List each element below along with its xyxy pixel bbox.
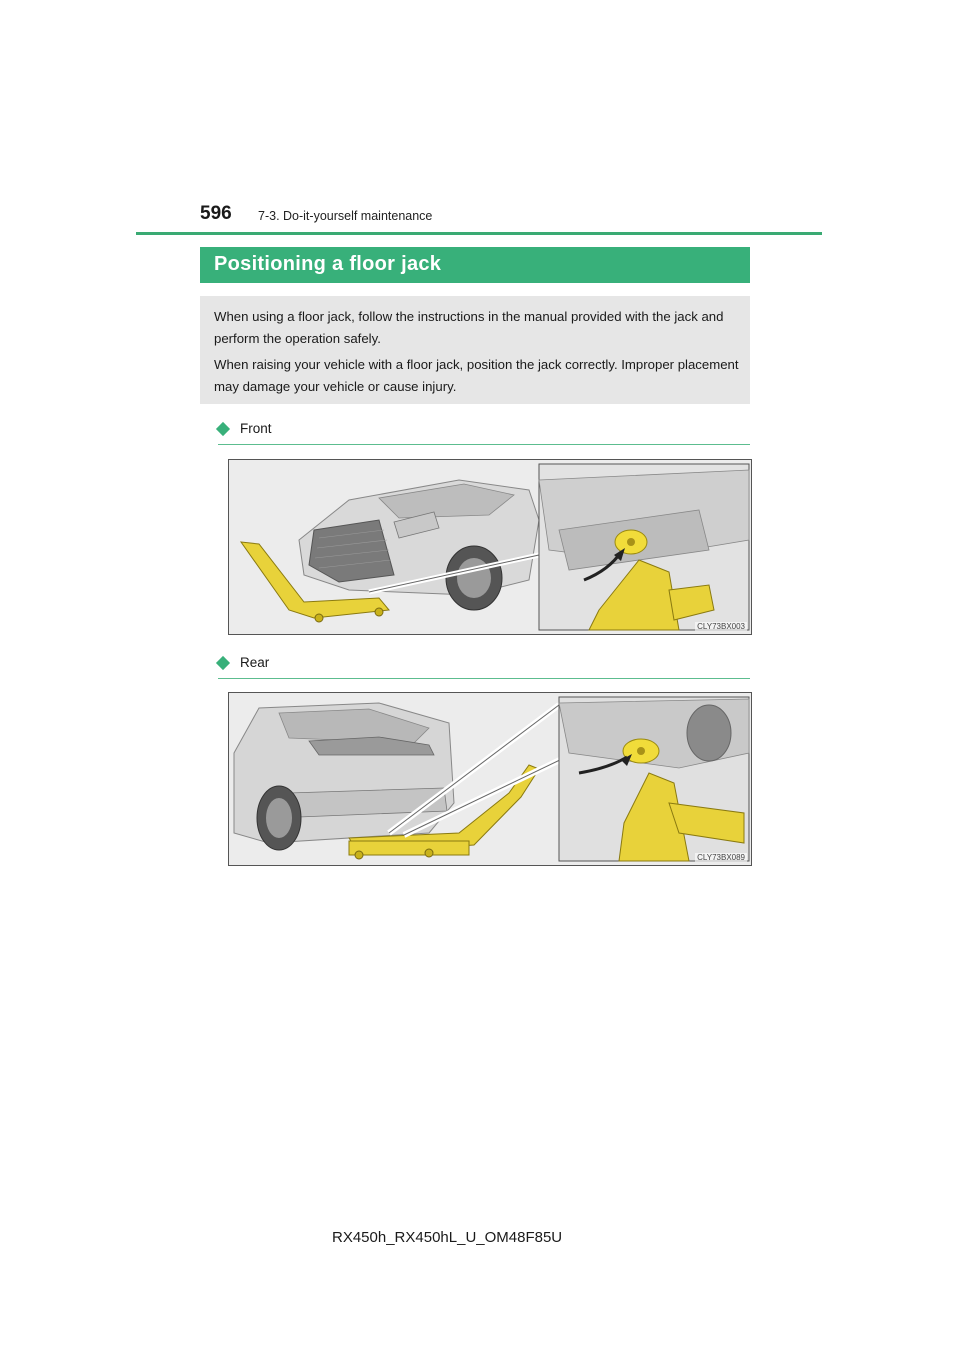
title-bar	[200, 247, 750, 283]
figure-code: CLY73BX003	[697, 622, 745, 631]
page-title: Positioning a floor jack	[214, 253, 442, 275]
page-number: 596	[200, 203, 232, 224]
diamond-bullet-icon	[216, 656, 230, 670]
subheading-label: Rear	[240, 655, 270, 670]
subheading-rule	[218, 678, 750, 679]
footer-model-code: RX450h_RX450hL_U_OM48F85U	[332, 1229, 563, 1246]
intro-paragraph: When using a floor jack, follow the instructions in the manual provided with the jack and perform the operation safely.	[214, 309, 724, 346]
header-divider	[136, 232, 822, 235]
diamond-bullet-icon	[216, 422, 230, 436]
front-jack-illustration	[228, 459, 752, 635]
subheading-label: Front	[240, 421, 272, 436]
intro-paragraph: When raising your vehicle with a floor jack, position the jack correctly. Improper placement may damage your vehicle or cause injury.	[214, 357, 739, 394]
figure-code: CLY73BX089	[697, 853, 745, 862]
rear-car-illustration	[229, 693, 751, 865]
subheading-front	[218, 421, 750, 441]
section-label: 7-3. Do-it-yourself maintenance	[258, 209, 433, 223]
subheading-rear	[218, 655, 750, 675]
intro-box	[200, 296, 750, 404]
front-car-illustration	[229, 460, 751, 634]
subheading-rule	[218, 444, 750, 445]
page-header	[200, 203, 820, 233]
rear-jack-illustration	[228, 692, 752, 866]
